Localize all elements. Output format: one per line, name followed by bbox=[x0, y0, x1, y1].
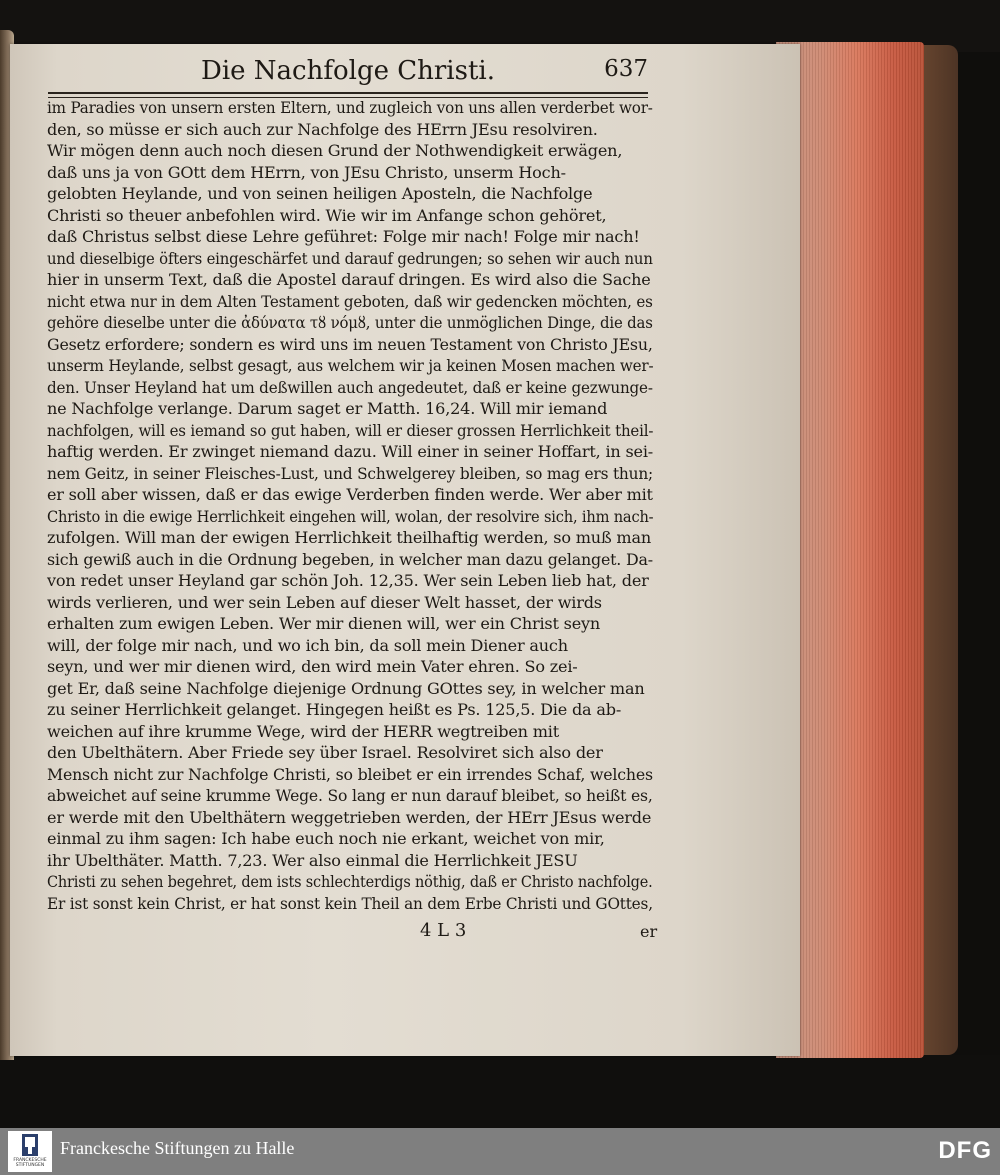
text-line: Christi so theuer anbefohlen wird. Wie wir im Anfange schon gehöret, bbox=[47, 205, 607, 225]
text-line: von redet unser Heyland gar schön Joh. 12,35. Wer sein Leben lieb hat, der bbox=[47, 571, 649, 590]
text-line: will, der folge mir nach, und wo ich bin, da soll mein Diener auch bbox=[47, 635, 568, 655]
footer-bar bbox=[0, 1128, 1000, 1175]
page-number: 637 bbox=[604, 56, 648, 82]
text-line: er werde mit den Ubelthätern weggetrieben werden, der HErr JEsus werde bbox=[47, 807, 652, 827]
dfg-logo[interactable]: DFG bbox=[938, 1137, 992, 1164]
text-line: hier in unserm Text, daß die Apostel darauf dringen. Es wird also die Sache bbox=[47, 270, 651, 289]
text-line: nachfolgen, will es iemand so gut haben, will er dieser grossen Herrlichkeit theil- bbox=[47, 420, 654, 440]
text-line: zufolgen. Will man der ewigen Herrlichkeit theilhaftig werden, so muß man bbox=[47, 528, 652, 547]
text-line: den Ubelthätern. Aber Friede sey über Israel. Resolviret sich also der bbox=[47, 743, 603, 762]
text-line: Christo in die ewige Herrlichkeit eingehen will, wolan, der resolvire sich, ihm nach- bbox=[47, 506, 654, 526]
text-line: zu seiner Herrlichkeit gelanget. Hingegen heißt es Ps. 125,5. Die da ab- bbox=[47, 700, 622, 719]
text-line: get Er, daß seine Nachfolge diejenige Ordnung GOttes sey, in welcher man bbox=[47, 678, 645, 698]
institution-emblem-icon bbox=[22, 1134, 38, 1156]
text-line: haftig werden. Er zwinget niemand dazu. Will einer in seiner Hoffart, in sei- bbox=[47, 442, 654, 461]
page-header bbox=[48, 52, 648, 96]
franckesche-logo[interactable] bbox=[8, 1131, 52, 1172]
text-line: seyn, und wer mir dienen wird, den wird mein Vater ehren. So zei- bbox=[47, 657, 578, 676]
text-line: gelobten Heylande, und von seinen heiligen Aposteln, die Nachfolge bbox=[47, 184, 593, 203]
text-line: und dieselbige öfters eingeschärfet und darauf gedrungen; so sehen wir auch nun bbox=[47, 248, 653, 268]
text-line: Er ist sonst kein Christ, er hat sonst kein Theil an dem Erbe Christi und GOttes, bbox=[47, 893, 653, 913]
signature-mark: 4 L 3 bbox=[420, 920, 467, 941]
text-line: ne Nachfolge verlange. Darum saget er Matth. 16,24. Will mir iemand bbox=[47, 399, 608, 418]
text-line: abweichet auf seine krumme Wege. So lang er nun darauf bleibet, so heißt es, bbox=[47, 786, 653, 805]
text-line: er soll aber wissen, daß er das ewige Verderben finden werde. Wer aber mit bbox=[47, 485, 653, 504]
institution-name[interactable]: Franckesche Stiftungen zu Halle bbox=[60, 1138, 295, 1158]
text-line: nem Geitz, in seiner Fleisches-Lust, und Schwelgerey bleiben, so mag ers thun; bbox=[47, 463, 654, 483]
scan-background-bottom bbox=[0, 1055, 1000, 1128]
text-line: Christi zu sehen begehret, dem ists schlechterdigs nöthig, daß er Christo nachfolge. bbox=[47, 872, 653, 891]
text-line: unserm Heylande, selbst gesagt, aus welchem wir ja keinen Mosen machen wer- bbox=[47, 356, 654, 375]
text-line: nicht etwa nur in dem Alten Testament geboten, daß wir gedencken möchten, es bbox=[47, 291, 653, 311]
running-title: Die Nachfolge Christi. bbox=[200, 56, 495, 86]
text-line: sich gewiß auch in die Ordnung begeben, in welcher man dazu gelanget. Da- bbox=[47, 549, 653, 569]
text-line: einmal zu ihm sagen: Ich habe euch noch nie erkant, weichet von mir, bbox=[47, 829, 605, 848]
text-line: Mensch nicht zur Nachfolge Christi, so bleibet er ein irrendes Schaf, welches bbox=[47, 764, 653, 784]
text-line: Wir mögen denn auch noch diesen Grund der Nothwendigkeit erwägen, bbox=[47, 141, 623, 160]
text-line: erhalten zum ewigen Leben. Wer mir dienen will, wer ein Christ seyn bbox=[47, 614, 601, 633]
text-line: gehöre dieselbe unter die ἀδύνατα τȣ νόμȣ, unter die unmöglichen Dinge, die das bbox=[47, 313, 653, 332]
text-line: im Paradies von unsern ersten Eltern, und zugleich von uns allen verderbet wor- bbox=[47, 98, 653, 117]
text-line: ihr Ubelthäter. Matth. 7,23. Wer also einmal die Herrlichkeit JESU bbox=[47, 850, 578, 870]
text-line: den. Unser Heyland hat um deßwillen auch angedeutet, daß er keine gezwunge- bbox=[47, 377, 653, 397]
page-body-text bbox=[47, 97, 657, 914]
text-line: Gesetz erfordere; sondern es wird uns im neuen Testament von Christo JEsu, bbox=[47, 334, 653, 354]
text-line: den, so müsse er sich auch zur Nachfolge des HErrn JEsu resolviren. bbox=[47, 119, 598, 139]
text-line: wirds verlieren, und wer sein Leben auf dieser Welt hasset, der wirds bbox=[47, 592, 602, 612]
catchword: er bbox=[640, 922, 658, 941]
logo-caption: FRANCKESCHE STIFTUNGEN bbox=[13, 1158, 47, 1168]
text-line: daß Christus selbst diese Lehre geführet: Folge mir nach! Folge mir nach! bbox=[47, 227, 640, 246]
text-line: daß uns ja von GOtt dem HErrn, von JEsu Christo, unserm Hoch- bbox=[47, 162, 566, 182]
text-line: weichen auf ihre krumme Wege, wird der HERR wegtreiben mit bbox=[47, 721, 559, 741]
